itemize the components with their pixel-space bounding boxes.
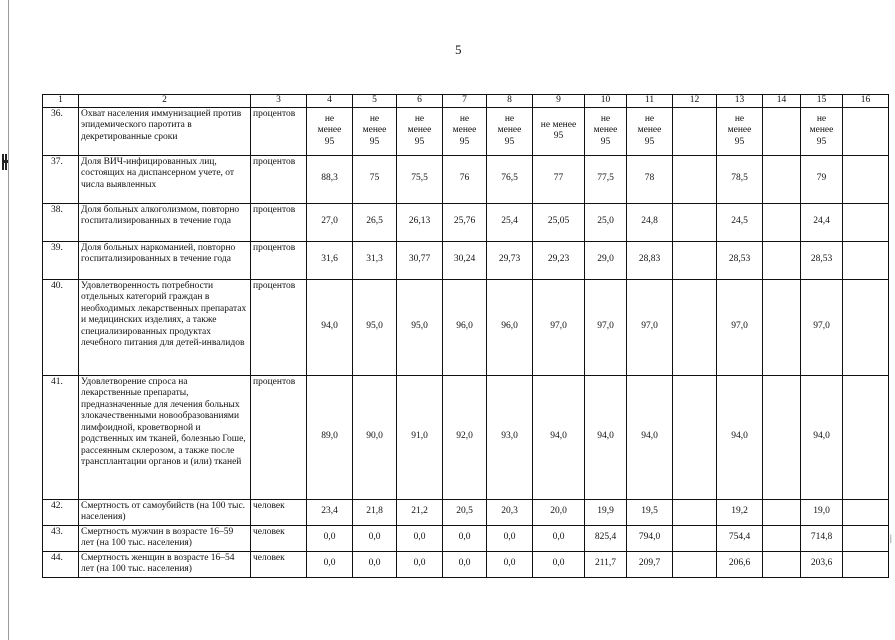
value-cell: 96,0 bbox=[487, 279, 533, 375]
value-cell: не менее 95 bbox=[397, 107, 443, 155]
value-cell: 0,0 bbox=[397, 525, 443, 551]
value-cell: 94,0 bbox=[533, 375, 585, 499]
value-cell: 97,0 bbox=[533, 279, 585, 375]
value-cell bbox=[843, 107, 889, 155]
value-cell: 25,4 bbox=[487, 203, 533, 241]
row-number: 44. bbox=[43, 551, 79, 577]
value-cell: 91,0 bbox=[397, 375, 443, 499]
value-cell bbox=[673, 375, 717, 499]
row-number: 36. bbox=[43, 107, 79, 155]
table-row bbox=[43, 525, 889, 551]
value-cell bbox=[763, 107, 801, 155]
value-cell: не менее 95 bbox=[585, 107, 627, 155]
unit-cell: процентов bbox=[251, 279, 307, 375]
unit-cell: процентов bbox=[251, 203, 307, 241]
value-cell: 0,0 bbox=[533, 551, 585, 577]
row-number: 39. bbox=[43, 241, 79, 279]
value-cell: 21,8 bbox=[353, 499, 397, 525]
column-header: 15 bbox=[801, 95, 843, 108]
table-row bbox=[43, 279, 889, 375]
column-header: 7 bbox=[443, 95, 487, 108]
value-cell: 21,2 bbox=[397, 499, 443, 525]
value-cell bbox=[763, 525, 801, 551]
table-row bbox=[43, 203, 889, 241]
column-header: 3 bbox=[251, 95, 307, 108]
value-cell: 0,0 bbox=[487, 551, 533, 577]
unit-cell: человек bbox=[251, 525, 307, 551]
margin-bracket-bar bbox=[2, 160, 8, 163]
value-cell: не менее 95 bbox=[443, 107, 487, 155]
column-header: 8 bbox=[487, 95, 533, 108]
column-header: 5 bbox=[353, 95, 397, 108]
indicator-name: Удовлетворенность потребности отдельных категорий граждан в необходимых лекарственных препаратах и медицинских изделиях, а также специализированных продуктах лечебного питания для детей-инвалидов bbox=[79, 279, 251, 375]
column-header: 13 bbox=[717, 95, 763, 108]
value-cell: не менее 95 bbox=[533, 107, 585, 155]
value-cell: 28,53 bbox=[801, 241, 843, 279]
table-row bbox=[43, 551, 889, 577]
value-cell bbox=[843, 525, 889, 551]
table-row bbox=[43, 155, 889, 203]
value-cell: 19,2 bbox=[717, 499, 763, 525]
value-cell: 75,5 bbox=[397, 155, 443, 203]
value-cell bbox=[763, 155, 801, 203]
value-cell: 0,0 bbox=[443, 525, 487, 551]
value-cell bbox=[673, 203, 717, 241]
value-cell bbox=[843, 279, 889, 375]
value-cell: 97,0 bbox=[801, 279, 843, 375]
value-cell: 30,77 bbox=[397, 241, 443, 279]
value-cell: 209,7 bbox=[627, 551, 673, 577]
unit-cell: процентов bbox=[251, 241, 307, 279]
value-cell: 26,13 bbox=[397, 203, 443, 241]
unit-cell: человек bbox=[251, 551, 307, 577]
value-cell: 0,0 bbox=[307, 551, 353, 577]
column-header: 12 bbox=[673, 95, 717, 108]
value-cell bbox=[763, 203, 801, 241]
value-cell: 825,4 bbox=[585, 525, 627, 551]
column-header: 14 bbox=[763, 95, 801, 108]
value-cell bbox=[843, 499, 889, 525]
value-cell: не менее 95 bbox=[801, 107, 843, 155]
value-cell: 97,0 bbox=[717, 279, 763, 375]
column-header: 16 bbox=[843, 95, 889, 108]
value-cell: 20,3 bbox=[487, 499, 533, 525]
value-cell: 19,9 bbox=[585, 499, 627, 525]
value-cell: 78,5 bbox=[717, 155, 763, 203]
value-cell bbox=[673, 107, 717, 155]
value-cell: 29,0 bbox=[585, 241, 627, 279]
value-cell: не менее 95 bbox=[717, 107, 763, 155]
value-cell: 19,0 bbox=[801, 499, 843, 525]
value-cell: 25,76 bbox=[443, 203, 487, 241]
value-cell bbox=[843, 241, 889, 279]
column-header: 2 bbox=[79, 95, 251, 108]
value-cell: 714,8 bbox=[801, 525, 843, 551]
column-number-row bbox=[43, 95, 889, 108]
value-cell: 24,4 bbox=[801, 203, 843, 241]
value-cell: 75 bbox=[353, 155, 397, 203]
table-row bbox=[43, 499, 889, 525]
unit-cell: процентов bbox=[251, 107, 307, 155]
value-cell: 96,0 bbox=[443, 279, 487, 375]
value-cell: 30,24 bbox=[443, 241, 487, 279]
value-cell: 28,53 bbox=[717, 241, 763, 279]
indicator-name: Доля больных наркоманией, повторно госпитализированных в течение года bbox=[79, 241, 251, 279]
indicator-name: Смертность женщин в возрасте 16–54 лет (на 100 тыс. населения) bbox=[79, 551, 251, 577]
value-cell: 77 bbox=[533, 155, 585, 203]
value-cell bbox=[763, 279, 801, 375]
column-header: 6 bbox=[397, 95, 443, 108]
value-cell: 23,4 bbox=[307, 499, 353, 525]
value-cell: 20,0 bbox=[533, 499, 585, 525]
row-number: 38. bbox=[43, 203, 79, 241]
table-row bbox=[43, 375, 889, 499]
column-header: 1 bbox=[43, 95, 79, 108]
value-cell: 31,6 bbox=[307, 241, 353, 279]
value-cell: 78 bbox=[627, 155, 673, 203]
value-cell: 77,5 bbox=[585, 155, 627, 203]
value-cell: 20,5 bbox=[443, 499, 487, 525]
value-cell: не менее 95 bbox=[353, 107, 397, 155]
value-cell bbox=[843, 155, 889, 203]
value-cell bbox=[673, 279, 717, 375]
value-cell: 95,0 bbox=[353, 279, 397, 375]
value-cell: 29,23 bbox=[533, 241, 585, 279]
value-cell: 0,0 bbox=[487, 525, 533, 551]
row-number: 37. bbox=[43, 155, 79, 203]
value-cell bbox=[673, 155, 717, 203]
value-cell: 76 bbox=[443, 155, 487, 203]
value-cell: 95,0 bbox=[397, 279, 443, 375]
value-cell: 19,5 bbox=[627, 499, 673, 525]
column-header: 11 bbox=[627, 95, 673, 108]
value-cell: 25,0 bbox=[585, 203, 627, 241]
value-cell: 76,5 bbox=[487, 155, 533, 203]
value-cell: 28,83 bbox=[627, 241, 673, 279]
value-cell: 26,5 bbox=[353, 203, 397, 241]
indicator-name: Смертность от самоубийств (на 100 тыс. населения) bbox=[79, 499, 251, 525]
table-row bbox=[43, 241, 889, 279]
value-cell: 206,6 bbox=[717, 551, 763, 577]
unit-cell: процентов bbox=[251, 375, 307, 499]
indicator-name: Смертность мужчин в возрасте 16–59 лет (на 100 тыс. населения) bbox=[79, 525, 251, 551]
value-cell bbox=[673, 525, 717, 551]
row-number: 40. bbox=[43, 279, 79, 375]
value-cell: 25,05 bbox=[533, 203, 585, 241]
value-cell: 94,0 bbox=[307, 279, 353, 375]
value-cell: не менее 95 bbox=[627, 107, 673, 155]
value-cell: 0,0 bbox=[533, 525, 585, 551]
value-cell: 97,0 bbox=[627, 279, 673, 375]
value-cell: 24,5 bbox=[717, 203, 763, 241]
table-row bbox=[43, 107, 889, 155]
value-cell: 794,0 bbox=[627, 525, 673, 551]
unit-cell: процентов bbox=[251, 155, 307, 203]
value-cell: 0,0 bbox=[307, 525, 353, 551]
unit-cell: человек bbox=[251, 499, 307, 525]
value-cell: не менее 95 bbox=[307, 107, 353, 155]
indicator-name: Охват населения иммунизацией против эпидемического паротита в декретированные сроки bbox=[79, 107, 251, 155]
value-cell: 94,0 bbox=[717, 375, 763, 499]
value-cell: 79 bbox=[801, 155, 843, 203]
left-margin-line bbox=[8, 0, 9, 640]
value-cell bbox=[843, 203, 889, 241]
column-header: 9 bbox=[533, 95, 585, 108]
value-cell: 94,0 bbox=[801, 375, 843, 499]
value-cell: 24,8 bbox=[627, 203, 673, 241]
edge-mark: | bbox=[890, 533, 892, 543]
indicator-name: Доля больных алкоголизмом, повторно госпитализированных в течение года bbox=[79, 203, 251, 241]
value-cell: 211,7 bbox=[585, 551, 627, 577]
value-cell: 29,73 bbox=[487, 241, 533, 279]
value-cell: 88,3 bbox=[307, 155, 353, 203]
value-cell: 0,0 bbox=[443, 551, 487, 577]
value-cell: 89,0 bbox=[307, 375, 353, 499]
value-cell bbox=[843, 551, 889, 577]
value-cell: 0,0 bbox=[397, 551, 443, 577]
page-number: 5 bbox=[455, 42, 462, 57]
value-cell: 31,3 bbox=[353, 241, 397, 279]
row-number: 42. bbox=[43, 499, 79, 525]
value-cell: 203,6 bbox=[801, 551, 843, 577]
indicators-table bbox=[42, 94, 889, 578]
value-cell: 93,0 bbox=[487, 375, 533, 499]
value-cell: 94,0 bbox=[627, 375, 673, 499]
value-cell: 90,0 bbox=[353, 375, 397, 499]
value-cell: 754,4 bbox=[717, 525, 763, 551]
value-cell bbox=[673, 499, 717, 525]
value-cell: не менее 95 bbox=[487, 107, 533, 155]
column-header: 10 bbox=[585, 95, 627, 108]
value-cell: 0,0 bbox=[353, 525, 397, 551]
value-cell: 0,0 bbox=[353, 551, 397, 577]
value-cell bbox=[763, 241, 801, 279]
value-cell bbox=[673, 551, 717, 577]
value-cell: 97,0 bbox=[585, 279, 627, 375]
value-cell bbox=[763, 551, 801, 577]
value-cell: 92,0 bbox=[443, 375, 487, 499]
indicator-name: Доля ВИЧ-инфицированных лиц, состоящих на диспансерном учете, от числа выявленных bbox=[79, 155, 251, 203]
value-cell bbox=[763, 375, 801, 499]
value-cell bbox=[673, 241, 717, 279]
value-cell: 27,0 bbox=[307, 203, 353, 241]
value-cell bbox=[763, 499, 801, 525]
indicator-name: Удовлетворение спроса на лекарственные препараты, предназначенные для лечения больных злокачественными новообразованиями лимфоидной, кроветворной и родственных им тканей, болезнью Гоше, рассеянным склерозом, а также после трансплантации органов и (или) тканей bbox=[79, 375, 251, 499]
row-number: 41. bbox=[43, 375, 79, 499]
value-cell bbox=[843, 375, 889, 499]
column-header: 4 bbox=[307, 95, 353, 108]
value-cell: 94,0 bbox=[585, 375, 627, 499]
row-number: 43. bbox=[43, 525, 79, 551]
